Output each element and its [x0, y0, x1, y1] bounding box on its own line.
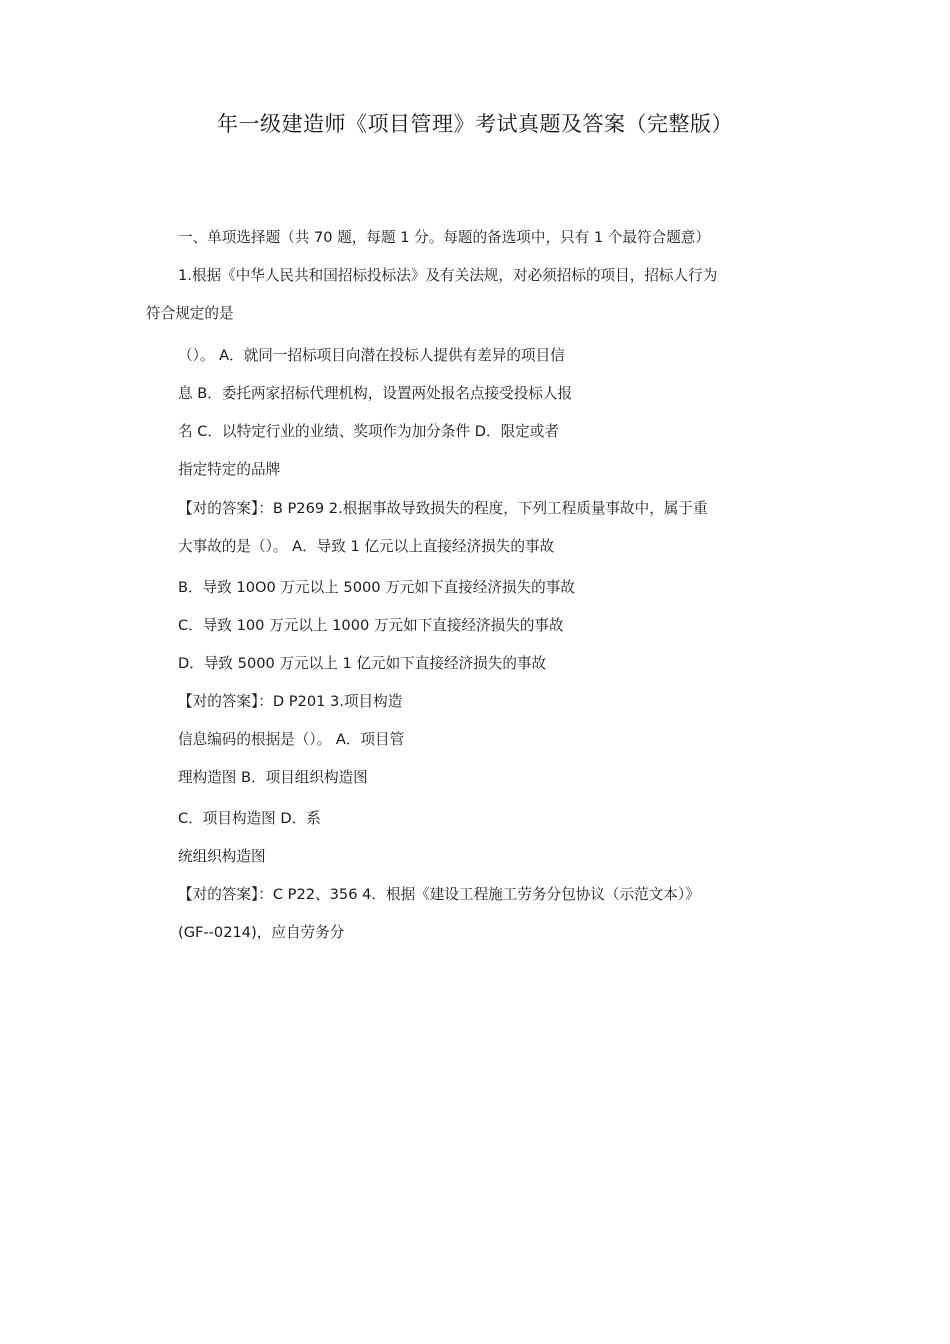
section-heading: 一、单项选择题（共 70 题，每题 1 分。每题的备选项中，只有 1 个最符合题意） [178, 229, 710, 246]
question-2-line-2: 大事故的是（）。 A．导致 1 亿元以上直接经济损失的事故 [178, 538, 555, 555]
answer-2-question-3: 【对的答案】：D P201 3.项目构造 [178, 693, 403, 710]
answer-3-question-4: 【对的答案】：C P22、356 4．根据《建设工程施工劳务分包协议（示范文本）》 [178, 886, 700, 903]
question-2-option-d: D．导致 5000 万元以上 1 亿元如下直接经济损失的事故 [178, 655, 547, 672]
question-3-line-5: 统组织构造图 [178, 848, 266, 865]
question-1-line-1: 1.根据《中华人民共和国招标投标法》及有关法规，对必须招标的项目，招标人行为 [178, 267, 718, 284]
question-1-options-4: 指定特定的品牌 [178, 461, 281, 478]
question-2-option-c: C．导致 100 万元以上 1000 万元如下直接经济损失的事故 [178, 617, 564, 634]
question-1-options-1: （）。 A．就同一招标项目向潜在投标人提供有差异的项目信 [178, 347, 565, 364]
question-3-line-3: 理构造图 B．项目组织构造图 [178, 769, 368, 786]
question-4-line-2: (GF--0214)，应自劳务分 [178, 924, 345, 941]
question-1-options-3: 名 C．以特定行业的业绩、奖项作为加分条件 D．限定或者 [178, 423, 559, 440]
question-2-option-b: B．导致 10O0 万元以上 5000 万元如下直接经济损失的事故 [178, 579, 575, 596]
document-title: 年一级建造师《项目管理》考试真题及答案（完整版） [217, 112, 733, 136]
question-3-line-4: C．项目构造图 D．系 [178, 810, 321, 827]
question-1-line-2: 符合规定的是 [146, 305, 234, 322]
question-3-line-2: 信息编码的根据是（）。 A．项目管 [178, 731, 405, 748]
question-1-options-2: 息 B．委托两家招标代理机构，设置两处报名点接受投标人报 [178, 385, 573, 402]
answer-1-question-2: 【对的答案】：B P269 2.根据事故导致损失的程度，下列工程质量事故中，属于重 [178, 500, 708, 517]
